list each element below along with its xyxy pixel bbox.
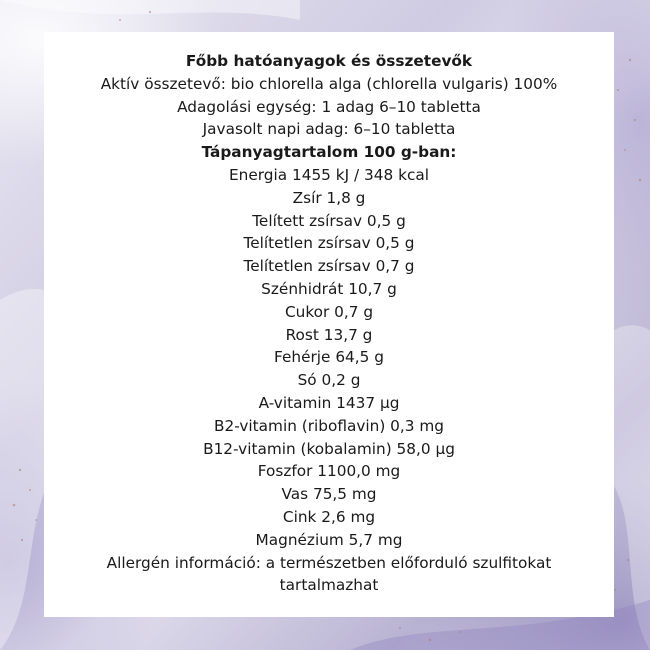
allergen-info-line: tartalmazhat — [279, 576, 379, 595]
dosage-unit-line: Adagolási egység: 1 adag 6–10 tabletta — [177, 97, 481, 116]
card-content — [44, 50, 614, 597]
nutrition-item: Telítetlen zsírsav 0,5 g — [243, 234, 415, 253]
nutrition-item: Vas 75,5 mg — [281, 485, 377, 504]
nutrition-item: Cukor 0,7 g — [284, 302, 374, 321]
nutrition-item: Cink 2,6 mg — [282, 507, 376, 526]
nutrition-item: Fehérje 64,5 g — [274, 348, 384, 367]
nutrition-heading: Tápanyagtartalom 100 g-ban: — [201, 143, 457, 162]
allergen-info-line: Allergén információ: a természetben előforduló szulfitokat — [106, 553, 552, 572]
nutrition-item: Szénhidrát 10,7 g — [261, 279, 397, 298]
nutrition-item: B2-vitamin (riboflavin) 0,3 mg — [214, 416, 444, 435]
page-title: Főbb hatóanyagok és összetevők — [185, 52, 473, 70]
nutrition-item: Rost 13,7 g — [285, 325, 373, 344]
nutrition-item: Só 0,2 g — [297, 371, 361, 390]
nutrition-item: Telített zsírsav 0,5 g — [252, 211, 406, 230]
nutrition-item: Energia 1455 kJ / 348 kcal — [229, 165, 429, 184]
nutrition-item: Foszfor 1100,0 mg — [257, 462, 401, 481]
nutrition-item: Telítetlen zsírsav 0,7 g — [243, 257, 415, 276]
nutrition-item: A-vitamin 1437 µg — [258, 393, 400, 412]
nutrition-item: Zsír 1,8 g — [292, 188, 366, 207]
nutrition-item: Magnézium 5,7 mg — [255, 530, 403, 549]
daily-dose-line: Javasolt napi adag: 6–10 tabletta — [202, 120, 456, 139]
nutrition-item: B12-vitamin (kobalamin) 58,0 µg — [203, 439, 455, 458]
info-card — [44, 32, 614, 617]
active-ingredient-line: Aktív összetevő: bio chlorella alga (chlorella vulgaris) 100% — [100, 74, 558, 93]
